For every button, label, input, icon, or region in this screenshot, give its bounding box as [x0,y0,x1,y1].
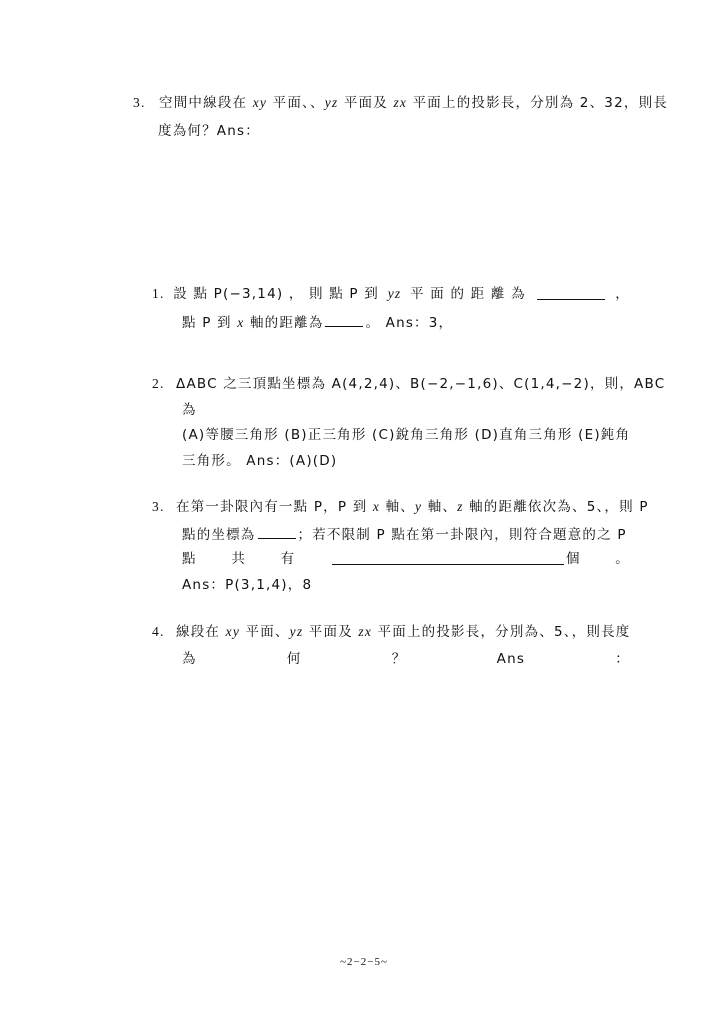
answer-blank [332,550,564,565]
p2-line-4 [182,452,337,470]
p1-text: 點 P 到 [182,315,232,331]
q3a-var-xy: xy [252,95,268,110]
p3-text: 在第一卦限內有一點 P，P 到 [176,499,368,515]
p4-line-1 [152,623,631,641]
p3-answer: Ans：P(3,1,4)，8 [182,577,313,593]
p1-text: 設 點 P(−3,14) ， 則 點 P 到 [173,286,379,302]
q3a-text: 平面上的投影長，分別為 2、32，則長 [412,95,668,111]
answer-blank [537,285,605,300]
p4-text: 平面上的投影長，分別為、5、，則長度 [377,624,631,640]
answer-blank [258,524,296,539]
p3-text: 點的坐標為 [182,527,256,543]
p3-line-2 [182,524,627,544]
p3-line-1 [152,498,649,516]
p4-var-zx: zx [358,624,373,639]
p4-ans-label: Ans [496,651,526,667]
p4-var-yz: yz [289,624,304,639]
p1-var-yz: yz [387,286,402,301]
p3-text: 個 [565,551,581,567]
p3-number: 3. [152,499,165,514]
q3a-var-zx: zx [393,95,408,110]
p1-text: ， [615,286,630,302]
p3-line-3 [182,550,630,568]
p3-text: ；若不限制 P 點在第一卦限內，則符合題意的之 P [297,527,627,543]
p4-text: 為 [182,651,197,667]
q3a-text: 平面及 [343,95,388,111]
p1-text: 平 面 的 距 離 為 [410,286,526,302]
p3-line-4 [182,576,312,594]
p2-options: (A)等腰三角形 (B)正三角形 (C)銳角三角形 (D)直角三角形 (E)鈍角 [182,427,631,443]
p2-text: 為 [182,402,197,418]
p4-text: 平面、 [245,624,290,640]
p2-number: 2. [152,376,165,391]
p3-text: 軸的距離依次為、5、，則 P [469,499,649,515]
p4-text: ？ [391,651,407,667]
p2-answer: 三角形。 Ans：(A)(D) [182,453,338,469]
p1-answer: 。 Ans：3， [365,315,454,331]
p1-line-1 [152,285,630,303]
p3-text: 共 [231,551,247,567]
p3-text: 軸、 [385,499,416,515]
q3a-text: 空間中線段在 [159,95,248,111]
q3a-line-1 [133,94,668,112]
p4-number: 4. [152,624,165,639]
p2-text: ΔABC 之三頂點坐標為 A(4,2,4)、B(−2,−1,6)、C(1,4,−2)，則，ABC [176,376,666,392]
answer-blank [325,312,363,327]
p4-text: 線段在 [176,624,221,640]
p3-var-z: z [457,499,464,514]
p2-line-1 [152,375,665,393]
p4-line-2 [182,650,630,668]
q3a-var-yz: yz [324,95,339,110]
p4-text: ： [615,651,630,667]
p1-var-x: x [237,315,245,330]
p4-text: 平面及 [308,624,353,640]
p4-text: 何 [286,651,302,667]
q3a-ans-label: 度為何？Ans： [158,123,260,139]
p2-line-2 [182,401,197,419]
p3-var-x: x [372,499,381,514]
p4-var-xy: xy [225,624,241,639]
p2-line-3 [182,426,630,444]
p3-text: 有 [280,551,296,567]
q3a-text: 平面、、 [272,95,325,111]
p3-text: 點 [182,551,197,567]
p1-line-2 [182,312,453,332]
page-number: ~2−2−5~ [340,956,388,968]
p3-var-y: y [415,499,423,514]
p3-text: 。 [615,551,630,567]
q3a-line-2 [158,122,260,140]
p1-number: 1. [152,286,165,301]
q3a-number: 3. [133,95,146,110]
p3-text: 軸、 [427,499,458,515]
p1-text: 軸的距離為 [249,315,324,331]
